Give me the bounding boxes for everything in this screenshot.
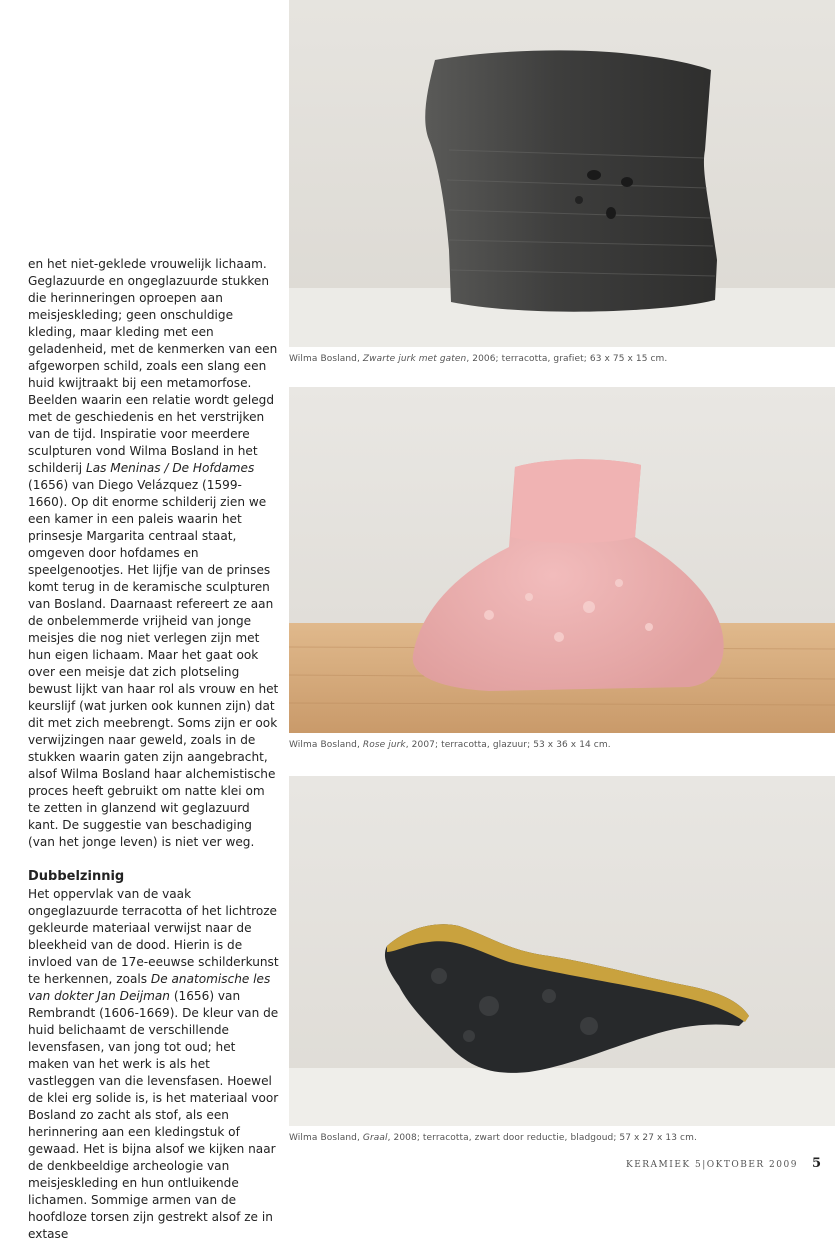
caption-details: , 2008; terracotta, zwart door reductie, bladgoud; 57 x 27 x 13 cm.	[387, 1133, 697, 1143]
painting-title: Las Meninas / De Hofdames	[86, 461, 255, 475]
caption-title: Rose jurk	[362, 740, 406, 750]
section-heading: Dubbelzinnig	[28, 869, 125, 884]
magazine-issue: KERAMIEK 5|OKTOBER 2009	[625, 1160, 798, 1170]
photo-caption-3	[289, 1133, 835, 1143]
caption-artist: Wilma Bosland,	[289, 354, 363, 364]
caption-artist: Wilma Bosland,	[289, 1133, 363, 1143]
text-run: (1656) van Rembrandt (1606-1669). De kleur van de huid belichaamt de verschillende levensfasen, van jong tot oud; het maken van het werk is als het vastleggen van die levensfasen. Hoewel de klei erg solide is, is het materiaal voor Bosland zo zacht als stof, als een herinnering aan een kledingstuk of gewaad. Het is bijna alsof we kijken naar de denkbeeldige archeologie van meisjeskleding en hun ontluikende lichamen. Sommige armen van de hoofdloze torsen zijn gestrekt alsof ze in extase	[28, 989, 279, 1241]
caption-details: , 2006; terracotta, grafiet; 63 x 75 x 15 cm.	[466, 354, 668, 364]
caption-artist: Wilma Bosland,	[289, 740, 363, 750]
photo-graal	[289, 776, 835, 1126]
text-run: Het oppervlak van de vaak ongeglazuurde terracotta of het lichtroze gekleurde materiaal verwijst naar de bleekheid van de dood. Hierin is de invloed van de 17e-eeuwse schilderkunst te herkennen, zoals	[28, 887, 279, 986]
body-paragraph-1	[28, 256, 280, 851]
caption-details: , 2007; terracotta, glazuur; 53 x 36 x 14 cm.	[405, 740, 611, 750]
painting-title: De anatomische les van dokter Jan Deijman	[28, 972, 271, 1003]
text-run: en het niet-geklede vrouwelijk lichaam. Geglazuurde en ongeglazuurde stukken die herinneringen oproepen aan meisjeskleding; geen onschuldige kleding, maar kleding met een geladenheid, met de kenmerken van een afgeworpen schild, zoals een slang een huid kwijtraakt bij een metamorfose. Beelden waarin een relatie wordt gelegd met de geschiedenis en het verstrijken van de tijd. Inspiratie voor meerdere sculpturen vond Wilma Bosland in het schilderij	[28, 257, 278, 475]
caption-title: Graal	[362, 1133, 388, 1143]
photo-caption-2	[289, 740, 835, 750]
text-run: (1656) van Diego Velázquez (1599-1660). Op dit enorme schilderij zien we een kamer in een paleis waarin het prinsesje Margarita centraal staat, omgeven door hofdames en speelgenootjes. Het lijfje van de prinses komt terug in de keramische sculpturen van Bosland. Daarnaast refereert ze aan de onbelemmerde vrijheid van jonge meisjes die nog niet verlegen zijn met hun eigen lichaam. Maar het gaat ook over een meisje dat zich plotseling bewust lijkt van haar rol als vrouw en het keurslijf (wat jurken ook kunnen zijn) dat dit met zich meebrengt. Soms zijn er ook verwijzingen naar geweld, zoals in de stukken waarin gaten zijn aangebracht, alsof Wilma Bosland haar alchemistische proces heeft gebruikt om natte klei om te zetten in glanzend wit geglazuurd kant. De suggestie van beschadiging (van het jonge leven) is niet ver weg.	[28, 478, 279, 849]
photo-black-dress	[289, 0, 835, 347]
page-footer	[626, 1156, 821, 1171]
page-number: 5	[811, 1156, 821, 1171]
photo-pink-dress	[289, 387, 835, 733]
article-text-column	[28, 256, 280, 1243]
caption-title: Zwarte jurk met gaten	[362, 354, 467, 364]
photo-caption-1	[289, 354, 835, 364]
body-paragraph-2	[28, 886, 280, 1243]
